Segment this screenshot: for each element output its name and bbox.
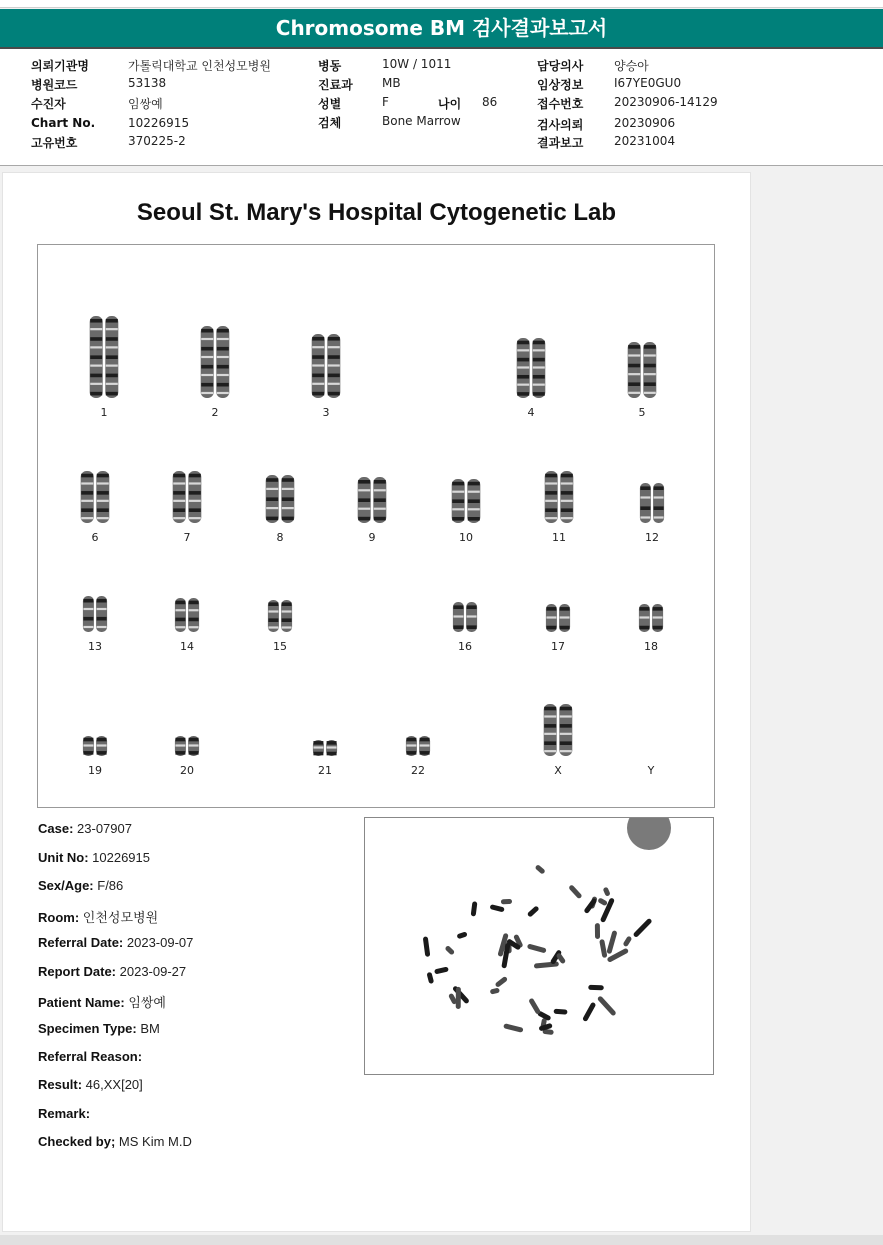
info-value: 인천성모병원 <box>79 910 159 925</box>
metaphase-chromosome <box>633 918 653 938</box>
metaphase-chromosome <box>606 930 617 954</box>
metaphase-chromosome <box>490 988 500 995</box>
nucleus-blob <box>627 818 671 850</box>
label-age: 나이 <box>438 97 462 111</box>
label-clinical-info: 임상정보 <box>537 78 584 92</box>
metaphase-chromosome <box>471 901 478 916</box>
metaphase-chromosome <box>444 945 455 956</box>
lab-title: Seoul St. Mary's Hospital Cytogenetic Lab <box>136 199 617 226</box>
metaphase-chromosome <box>599 939 607 958</box>
metaphase-chromosome <box>535 864 546 875</box>
chromosome-pair-13 <box>83 596 107 632</box>
karyogram-image <box>38 245 714 807</box>
info-label: Sex/Age: <box>38 878 94 893</box>
chromosome-label-4: 4 <box>527 406 535 419</box>
info-row <box>38 907 158 926</box>
metaphase-chromosome <box>603 887 611 897</box>
info-value: MS Kim M.D <box>115 1134 192 1149</box>
value-receipt-no: 20230906-14129 <box>614 95 718 109</box>
label-institution: 의뢰기관명 <box>31 59 89 73</box>
metaphase-image <box>365 818 713 1074</box>
value-institution: 가톨릭대학교 인천성모병원 <box>128 59 271 73</box>
metaphase-chromosome <box>527 943 547 953</box>
info-row <box>38 1106 90 1121</box>
info-row <box>38 1077 143 1092</box>
value-chart-no: 10226915 <box>128 116 190 130</box>
label-report-date: 결과보고 <box>537 136 584 150</box>
metaphase-chromosome <box>456 931 467 939</box>
info-value: BM <box>136 1021 160 1036</box>
info-label: Specimen Type: <box>38 1021 137 1036</box>
info-label: Case: <box>38 821 74 836</box>
info-row <box>38 878 123 893</box>
info-label: Report Date: <box>38 964 117 979</box>
chromosome-pair-17 <box>546 604 570 632</box>
chromosome-pair-7 <box>173 471 202 523</box>
info-label: Patient Name: <box>38 995 125 1010</box>
metaphase-chromosome <box>495 976 509 988</box>
chromosome-label-6: 6 <box>91 531 99 544</box>
chromosome-label-15: 15 <box>273 640 287 653</box>
bottom-edge <box>0 1235 883 1245</box>
chromosome-pair-5 <box>628 342 657 398</box>
value-sex: F <box>382 95 389 109</box>
info-label: Unit No: <box>38 850 89 865</box>
metaphase-chromosome <box>588 985 604 990</box>
chromosome-label-8: 8 <box>276 531 284 544</box>
chromosome-pair-16 <box>453 602 477 632</box>
chromosome-pair-8 <box>266 475 295 523</box>
value-ward: 10W / 1011 <box>382 57 452 71</box>
value-doctor: 양승아 <box>614 59 649 73</box>
info-value: 임쌍예 <box>124 995 166 1010</box>
info-label: Remark: <box>38 1106 91 1121</box>
report-title: Chromosome BM 검사결과보고서 <box>0 9 883 49</box>
metaphase-chromosome <box>423 936 431 957</box>
metaphase-chromosome <box>597 897 608 906</box>
info-row <box>38 850 150 865</box>
metaphase-chromosome <box>554 1009 568 1015</box>
metaphase-chromosome <box>622 935 632 947</box>
chromosome-pair-15 <box>268 600 292 632</box>
top-edge <box>0 0 883 8</box>
value-clinical-info: I67YE0GU0 <box>614 76 682 90</box>
info-row <box>38 1021 160 1036</box>
chromosome-pair-19 <box>83 736 107 756</box>
metaphase-chromosome <box>501 899 512 904</box>
info-row <box>38 821 132 836</box>
chromosome-label-20: 20 <box>180 764 194 777</box>
label-doctor: 담당의사 <box>537 59 584 73</box>
chromosome-label-13: 13 <box>88 640 102 653</box>
value-request-date: 20230906 <box>614 116 676 130</box>
value-hospital-code: 53138 <box>128 76 167 90</box>
chromosome-label-14: 14 <box>180 640 194 653</box>
chromosome-label-16: 16 <box>458 640 472 653</box>
metaphase-chromosome <box>583 898 597 915</box>
info-row <box>38 1049 142 1064</box>
label-hospital-code: 병원코드 <box>31 78 78 92</box>
info-value: 2023-09-27 <box>116 964 187 979</box>
chromosome-pair-14 <box>175 598 199 632</box>
metaphase-chromosome <box>456 987 461 1009</box>
chromosome-pair-11 <box>545 471 574 523</box>
value-patient: 임쌍예 <box>128 97 163 111</box>
karyogram <box>37 244 715 808</box>
metaphase-chromosome <box>490 904 505 912</box>
info-value: 2023-09-07 <box>123 935 194 950</box>
chromosome-pair-6 <box>81 471 110 523</box>
label-patient: 수진자 <box>31 97 66 111</box>
chromosome-label-10: 10 <box>459 531 473 544</box>
metaphase-image-panel <box>364 817 714 1075</box>
info-value: 23-07907 <box>73 821 132 836</box>
chromosome-pair-12 <box>640 483 664 523</box>
chromosome-pair-x <box>544 704 573 756</box>
chromosome-label-12: 12 <box>645 531 659 544</box>
info-label: Result: <box>38 1077 83 1092</box>
info-row <box>38 964 186 979</box>
chromosome-label-x: X <box>554 764 562 777</box>
label-receipt-no: 접수번호 <box>537 97 584 111</box>
chromosome-label-7: 7 <box>183 531 191 544</box>
metaphase-chromosome <box>527 905 540 917</box>
patient-header <box>0 49 883 166</box>
chromosome-label-1: 1 <box>100 406 108 419</box>
label-department: 진료과 <box>318 78 353 92</box>
chromosome-label-5: 5 <box>638 406 646 419</box>
info-label: Referral Reason: <box>38 1049 143 1064</box>
chromosome-label-18: 18 <box>644 640 658 653</box>
info-row <box>38 992 166 1011</box>
chromosome-label-19: 19 <box>88 764 102 777</box>
metaphase-chromosome <box>597 995 617 1016</box>
chromosome-pair-3 <box>312 334 341 398</box>
value-age: 86 <box>482 95 498 109</box>
label-sex: 성별 <box>318 97 342 111</box>
metaphase-chromosome <box>426 972 434 984</box>
chromosome-label-9: 9 <box>368 531 376 544</box>
chromosome-label-21: 21 <box>318 764 332 777</box>
label-specimen: 검체 <box>318 116 342 130</box>
label-request-date: 검사의뢰 <box>537 118 584 132</box>
chromosome-label-y: Y <box>647 764 655 777</box>
label-ward: 병동 <box>318 59 342 73</box>
value-specimen: Bone Marrow <box>382 114 461 128</box>
report-sheet <box>2 172 751 1232</box>
info-row <box>38 1134 192 1149</box>
metaphase-chromosome <box>582 1002 596 1022</box>
chromosome-pair-2 <box>201 326 230 398</box>
metaphase-chromosome <box>434 966 449 974</box>
chromosome-label-3: 3 <box>322 406 330 419</box>
info-label: Checked by; <box>38 1134 116 1149</box>
chromosome-pair-9 <box>358 477 387 523</box>
chromosome-pair-1 <box>90 316 119 398</box>
value-department: MB <box>382 76 401 90</box>
chromosome-pair-22 <box>406 736 430 756</box>
info-label: Referral Date: <box>38 935 124 950</box>
chromosome-pair-10 <box>452 479 481 523</box>
metaphase-chromosome <box>503 1023 523 1033</box>
chromosome-label-17: 17 <box>551 640 565 653</box>
value-unique-no: 370225-2 <box>128 134 186 148</box>
label-unique-no: 고유번호 <box>31 136 78 150</box>
chromosome-pair-18 <box>639 604 663 632</box>
info-value: F/86 <box>93 878 124 893</box>
metaphase-chromosome <box>568 884 582 899</box>
info-value: 46,XX[20] <box>82 1077 143 1092</box>
metaphase-chromosome <box>595 923 600 939</box>
label-chart-no: Chart No. <box>31 116 96 130</box>
info-value: 10226915 <box>88 850 150 865</box>
info-row <box>38 935 193 950</box>
metaphase-chromosome <box>528 998 541 1015</box>
chromosome-label-11: 11 <box>552 531 566 544</box>
value-report-date: 20231004 <box>614 134 676 148</box>
info-label: Room: <box>38 910 80 925</box>
chromosome-pair-21 <box>313 740 337 756</box>
chromosome-label-22: 22 <box>411 764 425 777</box>
chromosome-pair-20 <box>175 736 199 756</box>
chromosome-label-2: 2 <box>211 406 219 419</box>
chromosome-pair-4 <box>517 338 546 398</box>
